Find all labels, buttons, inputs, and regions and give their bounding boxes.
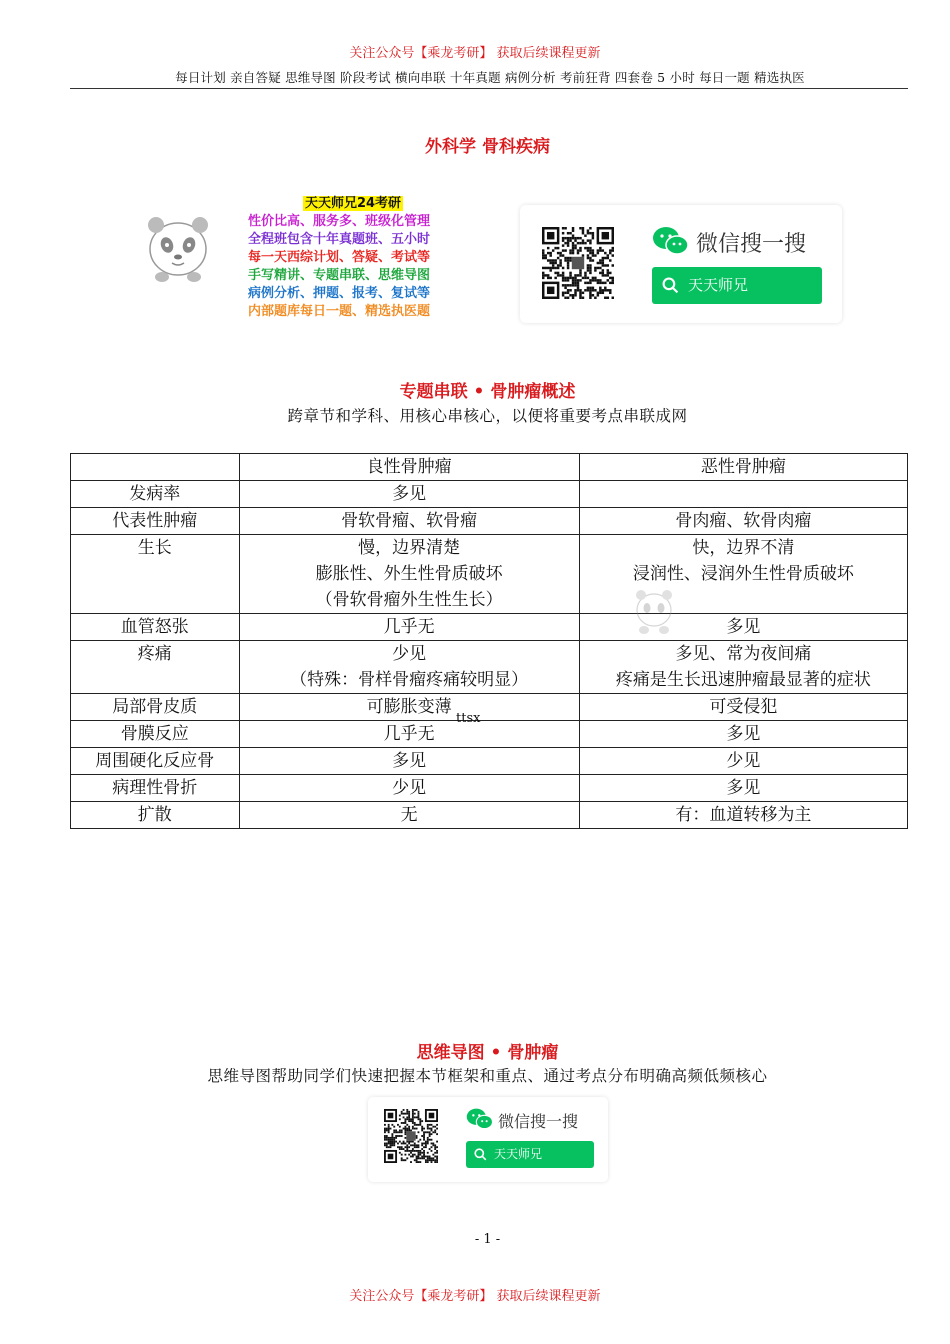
- malignant-cell: [579, 614, 907, 641]
- malignant-cell: [579, 748, 907, 775]
- header-tags: 每日计划 亲自答疑 思维导图 阶段考试 横向串联 十年真题 病例分析 考前狂背 四套卷 5 小时 每日一题 精选执医: [175, 70, 805, 85]
- benign-line: 几乎无: [383, 617, 435, 637]
- benign-line: 多见: [392, 484, 427, 504]
- promo-line: 病例分析、押题、报考、复试等: [248, 286, 431, 301]
- malignant-cell: [579, 775, 907, 802]
- row-label: 代表性肿瘤: [71, 508, 240, 535]
- row-label: 局部骨皮质: [71, 694, 240, 721]
- benign-line: 少见: [392, 644, 427, 664]
- benign-line: 可膨胀变薄: [366, 697, 452, 717]
- row-label: 血管怒张: [71, 614, 240, 641]
- search-button[interactable]: [652, 267, 822, 304]
- comparison-table: [70, 453, 908, 829]
- benign-line: 骨软骨瘤、软骨瘤: [341, 511, 478, 531]
- wechat-logo-icon: [652, 225, 690, 257]
- benign-cell: [239, 775, 579, 802]
- section-subtitle-mindmap: 思维导图帮助同学们快速把握本节框架和重点、通过考点分布明确高频低频核心: [207, 1067, 768, 1085]
- promo-line: 内部题库每日一题、精选执医题: [248, 304, 431, 319]
- malignant-cell: [579, 535, 907, 614]
- malignant-line: 少见: [726, 751, 761, 771]
- table-row: [71, 721, 908, 748]
- row-label: 发病率: [71, 481, 240, 508]
- page-number: - 1 -: [474, 1232, 501, 1247]
- malignant-cell: [579, 641, 907, 694]
- table-row: [71, 614, 908, 641]
- malignant-cell: [579, 481, 907, 508]
- benign-cell: [239, 694, 579, 721]
- row-label: 病理性骨折: [71, 775, 240, 802]
- qr-code-icon-small: [384, 1109, 438, 1163]
- table-row: [71, 481, 908, 508]
- benign-cell: [239, 748, 579, 775]
- promo-line: 每一天西综计划、答疑、考试等: [248, 250, 431, 265]
- row-label: 生长: [71, 535, 240, 614]
- malignant-cell: [579, 721, 907, 748]
- wechat-logo-icon-small: [466, 1107, 494, 1131]
- promo-headline: 天天师兄24考研: [304, 196, 402, 211]
- benign-cell: [239, 802, 579, 829]
- qr-code-icon: [542, 227, 614, 299]
- benign-cell: [239, 641, 579, 694]
- malignant-line: 多见: [726, 617, 761, 637]
- watermark-text: ttsx: [456, 711, 481, 726]
- wechat-search-card-small[interactable]: [368, 1097, 608, 1182]
- search-button-label-small: 天天师兄: [494, 1147, 543, 1161]
- table-row: [71, 535, 908, 614]
- table-header-cell: [71, 454, 240, 481]
- wechat-search-card[interactable]: [520, 205, 842, 323]
- malignant-line: 可受侵犯: [709, 697, 778, 717]
- promo-line: 性价比高、服务多、班级化管理: [248, 214, 431, 229]
- table-header-cell: 恶性骨肿瘤: [579, 454, 907, 481]
- benign-line: 多见: [392, 751, 427, 771]
- malignant-line: 多见: [726, 778, 761, 798]
- benign-cell: [239, 535, 579, 614]
- malignant-cell: [579, 508, 907, 535]
- section-subtitle: 跨章节和学科、用核心串核心，以便将重要考点串联成网: [287, 407, 688, 425]
- benign-cell: [239, 481, 579, 508]
- benign-line: 膨胀性、外生性骨质破坏: [315, 564, 503, 584]
- panda-icon: [138, 205, 218, 285]
- malignant-line: 浸润性、浸润外生性骨质破坏: [632, 564, 854, 584]
- benign-line: 少见: [392, 778, 427, 798]
- row-label: 骨膜反应: [71, 721, 240, 748]
- header-divider: [70, 88, 908, 89]
- promo-lines: [248, 213, 478, 321]
- benign-line: 慢，边界清楚: [358, 538, 461, 558]
- row-label: 疼痛: [71, 641, 240, 694]
- promo-line: 手写精讲、专题串联、思维导图: [248, 268, 431, 283]
- search-button-label: 天天师兄: [688, 276, 749, 294]
- footer-notice: 关注公众号【乘龙考研】 获取后续课程更新: [349, 1289, 601, 1304]
- benign-line: （特殊：骨样骨瘤疼痛较明显）: [290, 670, 529, 690]
- malignant-line: 疼痛是生长迅速肿瘤最显著的症状: [615, 670, 871, 690]
- promo-text-block: [248, 195, 478, 321]
- panda-watermark-icon: [630, 582, 678, 636]
- document-title: 外科学 骨科疾病: [425, 137, 550, 157]
- benign-line: 几乎无: [383, 724, 435, 744]
- malignant-line: 多见: [726, 724, 761, 744]
- benign-line: 无: [400, 805, 418, 825]
- search-button-small[interactable]: [466, 1141, 594, 1168]
- search-icon: [662, 277, 679, 294]
- table-row: [71, 508, 908, 535]
- search-icon-small: [474, 1148, 487, 1161]
- header-notice: 关注公众号【乘龙考研】 获取后续课程更新: [349, 46, 601, 61]
- table-header-cell: 良性骨肿瘤: [239, 454, 579, 481]
- malignant-line: 快，边界不清: [692, 538, 795, 558]
- section-title-mindmap: 思维导图 • 骨肿瘤: [416, 1043, 559, 1063]
- table-row: [71, 694, 908, 721]
- malignant-cell: [579, 802, 907, 829]
- promo-line: 全程班包含十年真题班、五小时: [248, 232, 431, 247]
- wechat-search-title-small: 微信搜一搜: [498, 1112, 579, 1131]
- benign-line: （骨软骨瘤外生性生长）: [315, 590, 503, 610]
- wechat-search-title: 微信搜一搜: [696, 232, 807, 257]
- benign-cell: [239, 721, 579, 748]
- table-row: [71, 641, 908, 694]
- benign-cell: [239, 614, 579, 641]
- table-row: [71, 775, 908, 802]
- row-label: 扩散: [71, 802, 240, 829]
- malignant-cell: [579, 694, 907, 721]
- malignant-line: 有：血道转移为主: [675, 805, 812, 825]
- benign-cell: [239, 508, 579, 535]
- row-label: 周围硬化反应骨: [71, 748, 240, 775]
- table-header-row: [71, 454, 908, 481]
- malignant-line: 骨肉瘤、软骨肉瘤: [675, 511, 812, 531]
- table-row: [71, 802, 908, 829]
- table-row: [71, 748, 908, 775]
- malignant-line: 多见、常为夜间痛: [675, 644, 812, 664]
- section-title: 专题串联 • 骨肿瘤概述: [399, 382, 576, 402]
